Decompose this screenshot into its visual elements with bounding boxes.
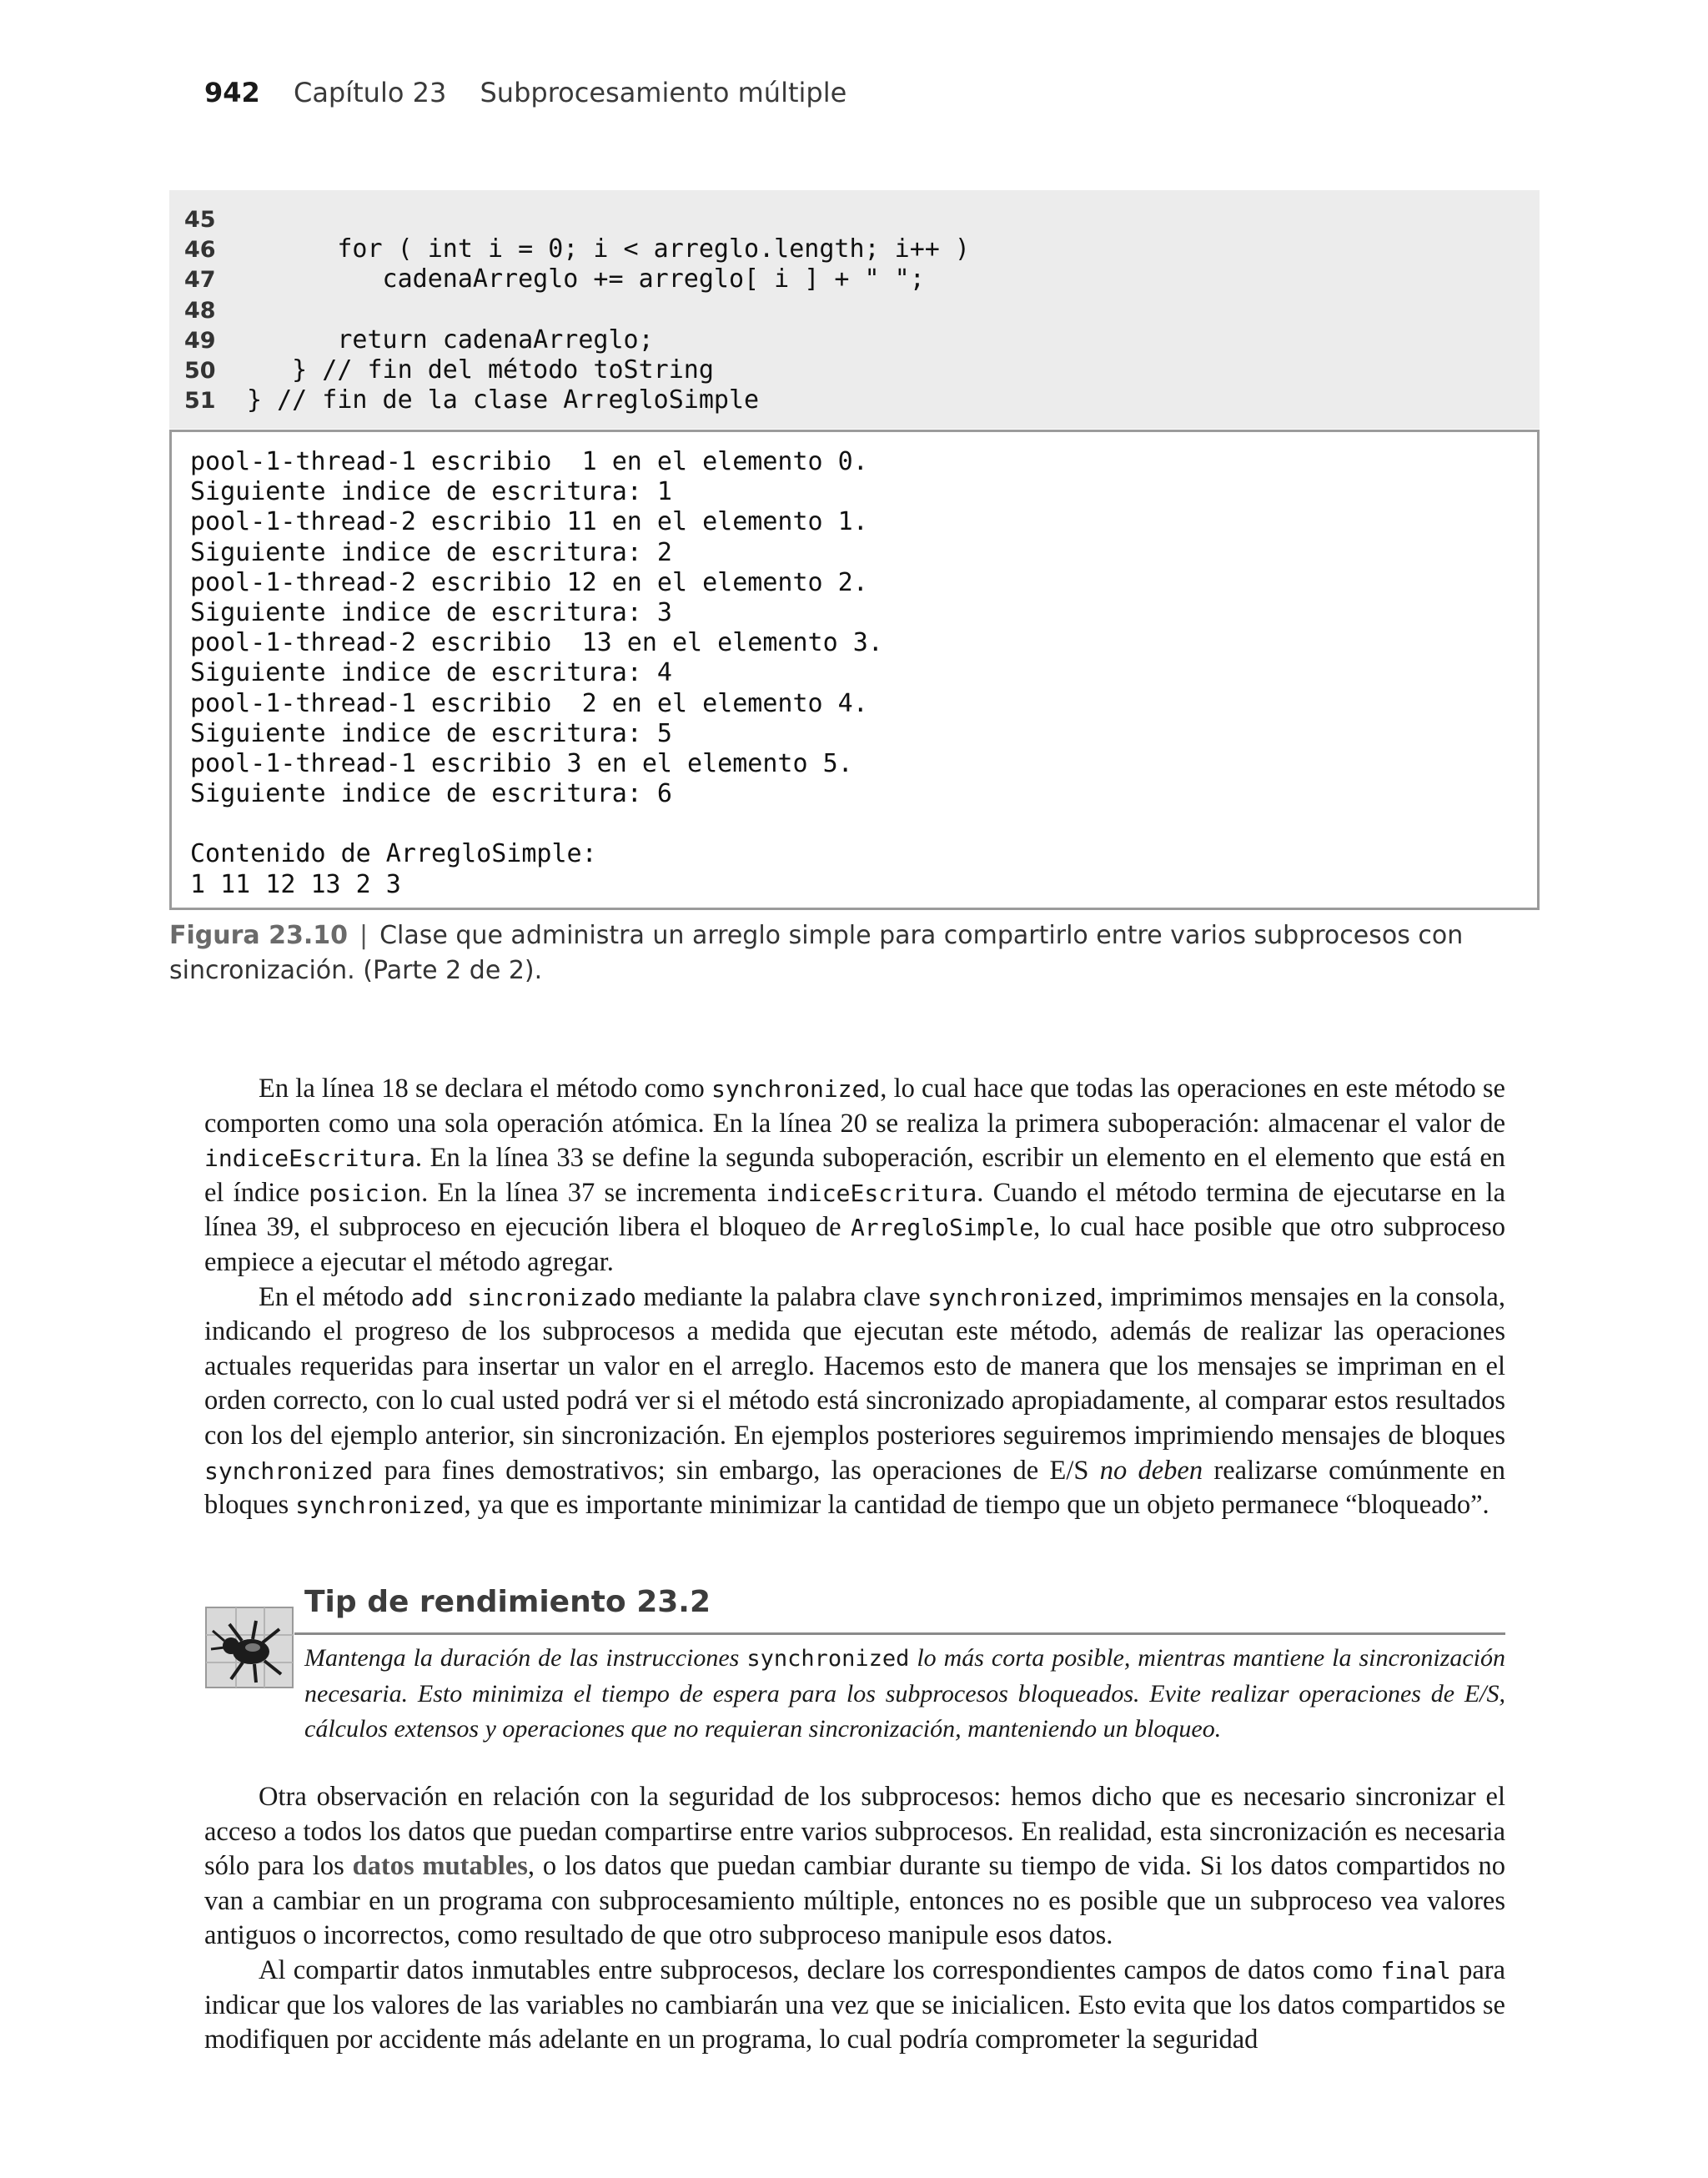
line-number: 49 bbox=[184, 327, 216, 354]
inline-code: indiceEscritura bbox=[204, 1144, 415, 1173]
text-run: , imprimimos mensajes en la consola, indicando el progreso de los subprocesos a medida que ejecutan este método, además de realizar las operaciones actuales requeridas para insertar un valor en el arreglo. Hacemos esto de manera que los mensajes se impriman en el orden correcto, con lo cual usted podrá ver si el método está sincronizado apropiadamente, al comparar estos resultados con los del ejemplo anterior, sin sincronización. En ejemplos posteriores seguiremos imprimiendo mensajes de bloques bbox=[204, 1281, 1505, 1451]
code-line bbox=[169, 355, 1540, 385]
inline-code: final bbox=[1380, 1956, 1451, 1984]
inline-code: synchronized bbox=[746, 1646, 910, 1672]
text-run: En la línea 18 se declara el método como bbox=[259, 1074, 711, 1104]
paragraph bbox=[204, 1954, 1505, 2058]
text-run: , lo cual hace posible que otro subproceso empiece a ejecutar el método agregar. bbox=[204, 1212, 1505, 1277]
text-run: para indicar que los valores de las variables no cambiarán una vez que se inicialicen. Esto evita que los datos compartidos se modifiquen por accidente más adelante en un programa, lo cual podría comprometer la seguridad bbox=[204, 1954, 1505, 2055]
code-line bbox=[169, 264, 1540, 294]
caption-text: Clase que administra un arreglo simple para compartirlo entre varios subprocesos con sincronización. (Parte 2 de 2). bbox=[169, 921, 1464, 985]
text-run: , lo cual hace que todas las operaciones en este método se comporten como una sola operación atómica. En la línea 20 se realiza la primera suboperación: almacenar el valor de bbox=[204, 1074, 1505, 1139]
text-run: para fines demostrativos; sin embargo, las operaciones de E/S bbox=[373, 1455, 1100, 1486]
inline-code: synchronized bbox=[711, 1075, 881, 1103]
paragraph bbox=[204, 1280, 1505, 1523]
caption-separator: | bbox=[359, 921, 369, 950]
output-line bbox=[190, 809, 1537, 839]
output-line: Siguiente indice de escritura: 6 bbox=[190, 779, 672, 809]
output-line: pool-1-thread-1 escribio 3 en el elemento 5. bbox=[190, 748, 853, 778]
chapter-title: Subprocesamiento múltiple bbox=[480, 77, 847, 108]
code-line bbox=[169, 234, 1540, 264]
output-line: Siguiente indice de escritura: 3 bbox=[190, 597, 672, 627]
text-run: . Cuando el método termina de ejecutarse en la línea 39, el subproceso en ejecución libera el bloqueo de bbox=[204, 1177, 1506, 1243]
line-number: 46 bbox=[184, 237, 216, 264]
inline-code: posicion bbox=[309, 1179, 422, 1207]
code-line bbox=[169, 204, 1540, 234]
bug-icon bbox=[204, 1606, 294, 1689]
text-run: , ya que es importante minimizar la cantidad de tiempo que un objeto permanece “bloqueado”. bbox=[464, 1490, 1489, 1521]
line-number: 51 bbox=[184, 388, 216, 415]
text-run: Mantenga la duración de las instrucciones bbox=[304, 1644, 747, 1672]
inline-code: synchronized bbox=[295, 1491, 465, 1520]
text-run: En el método bbox=[259, 1281, 411, 1312]
body-paragraphs-bottom bbox=[204, 1780, 1505, 2058]
tip-divider bbox=[294, 1632, 1505, 1635]
figure-label: Figura 23.10 bbox=[169, 921, 348, 950]
inline-code: ArregloSimple bbox=[850, 1214, 1034, 1242]
output-line: Contenido de ArregloSimple: bbox=[190, 839, 597, 869]
output-line: Siguiente indice de escritura: 5 bbox=[190, 718, 672, 748]
output-line: pool-1-thread-2 escribio 11 en el elemento 1. bbox=[190, 507, 868, 537]
text-run: . En la línea 37 se incrementa bbox=[421, 1177, 766, 1208]
output-line: pool-1-thread-2 escribio 12 en el elemento 2. bbox=[190, 567, 868, 597]
key-term: datos mutables bbox=[352, 1851, 528, 1882]
text-run: lo más corta posible, mientras mantiene la sincronización necesaria. Esto minimiza el tiempo de espera para los subprocesos bloqueados. Evite realizar operaciones de E/S, cálculos extensos y operaciones que no requieran sincronización, manteniendo un bloqueo. bbox=[304, 1644, 1505, 1743]
text-run: , o los datos que puedan cambiar durante su tiempo de vida. Si los datos compartidos no van a cambiar en un programa con subprocesamiento múltiple, entonces no es posible que un subproceso vea valores antiguos o incorrectos, como resultado de que otro subproceso manipule esos datos. bbox=[204, 1851, 1506, 1951]
body-paragraphs-top bbox=[204, 1072, 1505, 1523]
output-line: Siguiente indice de escritura: 4 bbox=[190, 658, 672, 688]
output-line: 1 11 12 13 2 3 bbox=[190, 869, 401, 899]
chapter-label: Capítulo 23 bbox=[293, 77, 447, 108]
output-line: Siguiente indice de escritura: 2 bbox=[190, 537, 672, 567]
text-run: mediante la palabra clave bbox=[635, 1281, 928, 1312]
figure-caption bbox=[169, 918, 1545, 988]
page-number: 942 bbox=[204, 77, 260, 108]
code-text: cadenaArreglo += arreglo[ i ] + " "; bbox=[247, 264, 925, 294]
code-line bbox=[169, 295, 1540, 325]
output-line: pool-1-thread-1 escribio 1 en el elemento 0. bbox=[190, 447, 868, 476]
tip-body bbox=[304, 1641, 1505, 1747]
tip-title: Tip de rendimiento 23.2 bbox=[304, 1585, 711, 1619]
program-output bbox=[169, 430, 1540, 910]
code-line bbox=[169, 385, 1540, 415]
line-number: 45 bbox=[184, 207, 216, 233]
paragraph bbox=[204, 1780, 1505, 1954]
line-number: 50 bbox=[184, 357, 216, 384]
code-text: return cadenaArreglo; bbox=[247, 324, 654, 355]
inline-code: add sincronizado bbox=[410, 1283, 636, 1311]
page-header bbox=[204, 77, 846, 108]
paragraph bbox=[204, 1072, 1505, 1280]
code-text: for ( int i = 0; i < arreglo.length; i++ ) bbox=[247, 234, 970, 264]
code-listing bbox=[169, 190, 1540, 429]
inline-code: synchronized bbox=[204, 1456, 374, 1485]
output-line: pool-1-thread-1 escribio 2 en el elemento 4. bbox=[190, 688, 868, 718]
emphasis: no deben bbox=[1099, 1455, 1203, 1486]
code-text: } // fin del método toString bbox=[247, 355, 714, 385]
text-run: realizarse comúnmente en bloques bbox=[204, 1455, 1505, 1521]
text-run: . En la línea 33 se define la segunda suboperación, escribir un elemento en el elemento que está en el índice bbox=[204, 1143, 1505, 1208]
code-text: } // fin de la clase ArregloSimple bbox=[247, 385, 760, 415]
inline-code: indiceEscritura bbox=[766, 1179, 977, 1207]
text-run: Al compartir datos inmutables entre subprocesos, declare los correspondientes campos de datos como bbox=[259, 1954, 1381, 1985]
code-line bbox=[169, 325, 1540, 355]
text-run: Otra observación en relación con la seguridad de los subprocesos: hemos dicho que es necesario sincronizar el acceso a todos los datos que puedan compartirse entre varios subprocesos. En realidad, esta sincronización es necesaria sólo para los bbox=[204, 1782, 1505, 1882]
line-number: 47 bbox=[184, 267, 216, 294]
inline-code: synchronized bbox=[927, 1283, 1097, 1311]
output-line: Siguiente indice de escritura: 1 bbox=[190, 477, 672, 507]
line-number: 48 bbox=[184, 297, 216, 324]
output-line: pool-1-thread-2 escribio 13 en el elemento 3. bbox=[190, 628, 883, 658]
